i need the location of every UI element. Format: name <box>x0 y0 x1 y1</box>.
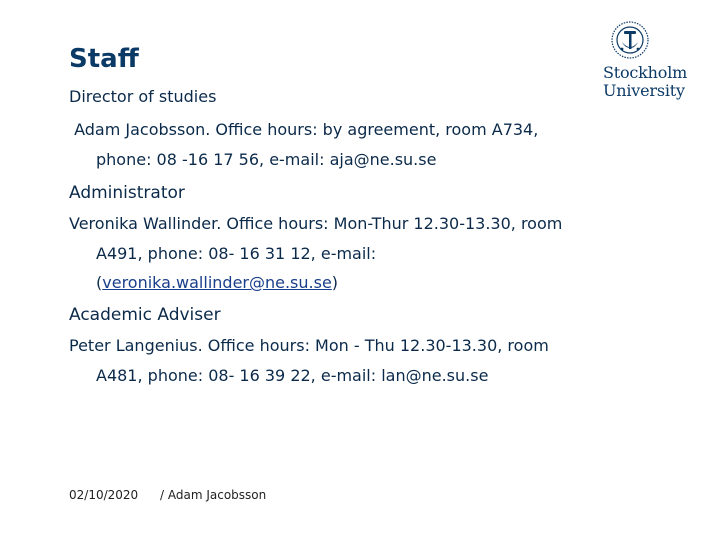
logo-text-line-2: University <box>603 81 685 100</box>
staff-list <box>69 86 629 387</box>
director-line-1: Adam Jacobsson. Office hours: by agreement, room A734, <box>69 120 539 139</box>
footer-author: / Adam Jacobsson <box>160 488 267 502</box>
administrator-line-2: A491, phone: 08- 16 31 12, e-mail: <box>96 244 377 263</box>
administrator-line-3 <box>69 272 629 294</box>
adviser-heading: Academic Adviser <box>69 305 221 325</box>
paren-open: ( <box>96 273 103 292</box>
logo-text-line-1: Stockholm <box>603 63 688 82</box>
adviser-line-2: A481, phone: 08- 16 39 22, e-mail: lan@ne.su.se <box>96 366 489 385</box>
administrator-section <box>69 181 629 294</box>
adviser-line-1: Peter Langenius. Office hours: Mon - Thu 12.30-13.30, room <box>69 336 549 355</box>
footer-date: 02/10/2020 <box>69 488 139 502</box>
administrator-line-1: Veronika Wallinder. Office hours: Mon-Thur 12.30-13.30, room <box>69 214 563 233</box>
administrator-heading: Administrator <box>69 183 185 203</box>
director-section <box>69 86 629 171</box>
director-heading: Director of studies <box>69 87 217 106</box>
director-line-2: phone: 08 -16 17 56, e-mail: aja@ne.su.se <box>96 150 437 169</box>
paren-close: ) <box>331 273 339 292</box>
slide-title: Staff <box>69 44 139 74</box>
administrator-email-link[interactable]: veronika.wallinder@ne.su.se <box>102 273 332 292</box>
adviser-section <box>69 303 629 387</box>
